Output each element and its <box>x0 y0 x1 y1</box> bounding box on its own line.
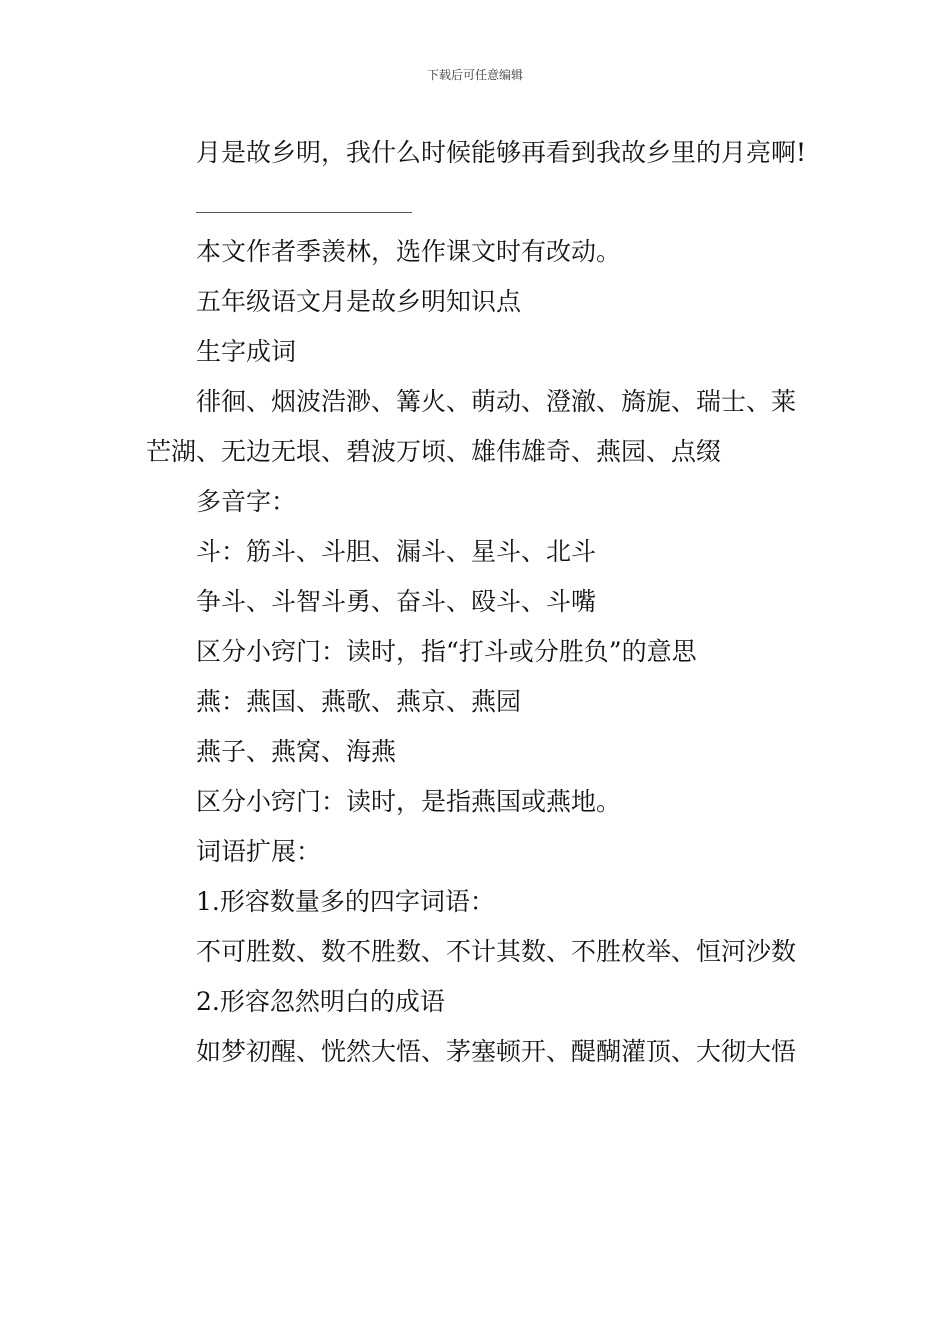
vocabulary-list: 徘徊、烟波浩渺、篝火、萌动、澄澈、旖旎、瑞士、莱芒湖、无边无垠、碧波万顷、雄伟雄奇、燕园、点缀 <box>146 387 797 466</box>
dou-readings-1: 斗：筋斗、斗胆、漏斗、星斗、北斗 <box>196 537 597 566</box>
lesson-title: 五年级语文月是故乡明知识点 <box>196 287 522 316</box>
document-body <box>146 128 808 1077</box>
dou-readings-2: 争斗、斗智斗勇、奋斗、殴斗、斗嘴 <box>196 587 597 616</box>
section-heading-words: 生字成词 <box>196 337 297 366</box>
yan-tip: 区分小窍门：读时，是指燕国或燕地。 <box>196 787 622 816</box>
page-header: 下载后可任意编辑 <box>426 68 523 82</box>
section-heading-extend: 词语扩展： <box>196 837 322 866</box>
dou-tip: 区分小窍门：读时，指“打斗或分胜负”的意思 <box>196 637 697 666</box>
yan-readings-1: 燕：燕国、燕歌、燕京、燕园 <box>196 687 522 716</box>
extend-item-2-text: 如梦初醒、恍然大悟、茅塞顿开、醍醐灌顶、大彻大悟 <box>196 1037 797 1066</box>
extend-item-1-text: 不可胜数、数不胜数、不计其数、不胜枚举、恒河沙数 <box>196 937 797 966</box>
extend-item-1-title: 1.形容数量多的四字词语： <box>196 887 495 916</box>
section-heading-polyphone: 多音字： <box>196 487 297 516</box>
author-note: 本文作者季羡林，选作课文时有改动。 <box>196 237 622 266</box>
footnote-divider <box>196 212 412 213</box>
closing-paragraph: 月是故乡明，我什么时候能够再看到我故乡里的月亮啊! <box>196 138 807 167</box>
yan-readings-2: 燕子、燕窝、海燕 <box>196 737 397 766</box>
extend-item-2-title: 2.形容忽然明白的成语 <box>196 987 445 1016</box>
